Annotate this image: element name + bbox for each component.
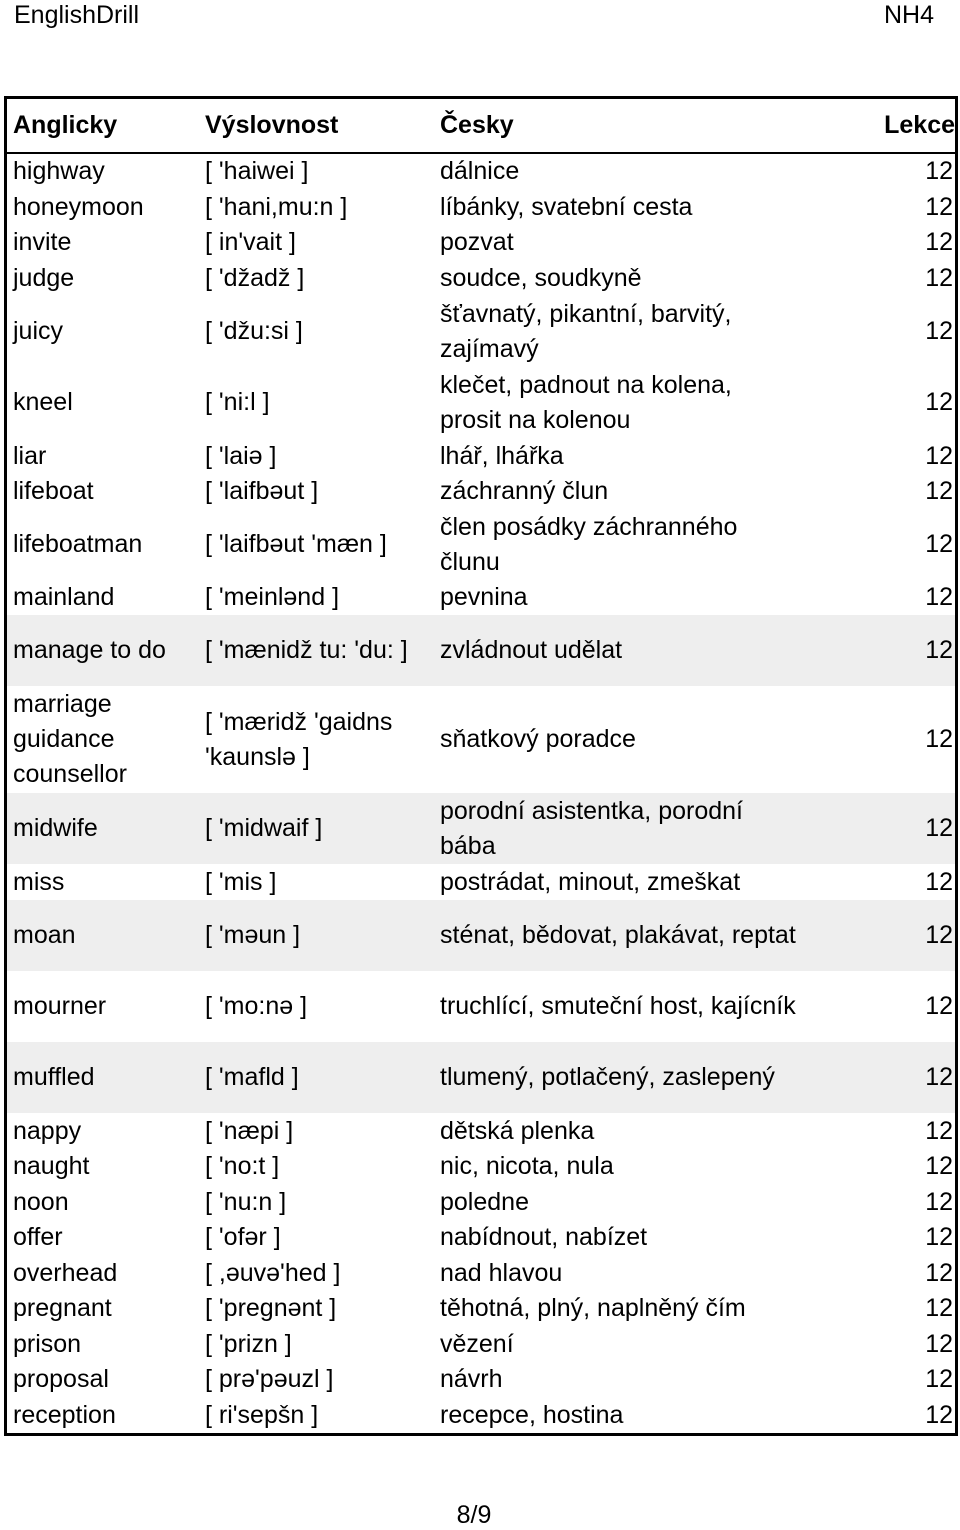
table-row — [7, 1362, 955, 1397]
english-word: reception — [13, 1400, 116, 1429]
czech-translation: sténat, bědovat, plakávat, reptat — [440, 921, 796, 949]
pronunciation: [ 'midwaif ] — [205, 814, 323, 842]
czech-translation: zvládnout udělat — [440, 636, 623, 664]
table-row — [7, 225, 955, 260]
czech-translation: dálnice — [440, 157, 520, 185]
table-row — [7, 793, 955, 864]
table-header-row — [7, 99, 955, 154]
pronunciation: [ in'vait ] — [205, 228, 296, 256]
czech-translation: vězení — [440, 1329, 514, 1358]
czech-translation: líbánky, svatební cesta — [440, 192, 693, 221]
table-row — [7, 1149, 955, 1184]
english-word: nappy — [13, 1116, 82, 1145]
pronunciation: [ 'laiə ] — [205, 441, 277, 470]
czech-translation: recepce, hostina — [440, 1400, 624, 1429]
czech-translation: člen posádky záchranného člunu — [440, 512, 738, 576]
english-word: offer — [13, 1223, 63, 1251]
lesson-number: 12 — [925, 192, 953, 221]
pronunciation: [ 'meinlənd ] — [205, 583, 340, 611]
czech-translation: dětská plenka — [440, 1116, 595, 1145]
pronunciation: [ ,əuvə'hed ] — [205, 1258, 341, 1287]
czech-translation: truchlící, smuteční host, kajícník — [440, 992, 796, 1020]
czech-translation: poledne — [440, 1187, 529, 1216]
lesson-number: 12 — [925, 1223, 953, 1251]
lesson-number: 12 — [925, 388, 953, 416]
table-row — [7, 1291, 955, 1326]
table-row — [7, 296, 955, 367]
lesson-number: 12 — [925, 317, 953, 345]
english-word: pregnant — [13, 1294, 112, 1322]
table-row — [7, 971, 955, 1042]
lesson-number: 12 — [925, 263, 953, 292]
lesson-number: 12 — [925, 1187, 953, 1216]
table-row — [7, 1184, 955, 1220]
czech-translation: porodní asistentka, porodní bába — [440, 796, 743, 860]
english-word: invite — [13, 228, 72, 256]
table-row — [7, 900, 955, 971]
lesson-number: 12 — [925, 1400, 953, 1429]
pronunciation: [ 'mis ] — [205, 867, 277, 896]
table-row — [7, 864, 955, 900]
lesson-number: 12 — [925, 1329, 953, 1358]
lesson-number: 12 — [925, 725, 953, 753]
pronunciation: [ 'no:t ] — [205, 1152, 280, 1180]
pronunciation: [ 'mænidž tu: 'du: ] — [205, 636, 408, 664]
english-word: naught — [13, 1152, 90, 1180]
czech-translation: lhář, lhářka — [440, 441, 564, 470]
english-word: prison — [13, 1329, 82, 1358]
lesson-number: 12 — [925, 1258, 953, 1287]
pronunciation: [ 'laifbəut ] — [205, 477, 319, 505]
english-word: juicy — [13, 317, 64, 345]
table-row — [7, 686, 955, 793]
table-row — [7, 1397, 955, 1433]
app-title: EnglishDrill — [14, 1, 140, 29]
table-row — [7, 154, 955, 189]
english-word: marriage guidance counsellor — [13, 690, 127, 788]
english-word: miss — [13, 867, 65, 896]
pronunciation: [ ri'sepšn ] — [205, 1400, 319, 1429]
english-word: muffled — [13, 1063, 95, 1091]
english-word: highway — [13, 157, 105, 185]
lesson-number: 12 — [925, 157, 953, 185]
czech-translation: postrádat, minout, zmeškat — [440, 867, 741, 896]
czech-translation: nic, nicota, nula — [440, 1152, 614, 1180]
czech-translation: pevnina — [440, 583, 528, 611]
table-row — [7, 580, 955, 615]
lesson-number: 12 — [925, 867, 953, 896]
lesson-number: 12 — [925, 1294, 953, 1322]
document-code: NH4 — [883, 1, 934, 29]
lesson-number: 12 — [925, 477, 953, 505]
czech-translation: nad hlavou — [440, 1258, 563, 1287]
lesson-number: 12 — [925, 530, 953, 558]
column-header-czech: Česky — [440, 111, 514, 139]
pronunciation: [ 'džu:si ] — [205, 317, 303, 345]
lesson-number: 12 — [925, 441, 953, 470]
table-row — [7, 367, 955, 438]
pronunciation: [ 'mæridž 'gaidns 'kaunslə ] — [205, 707, 393, 771]
pronunciation: [ prə'pəuzl ] — [205, 1365, 334, 1393]
pronunciation: [ 'pregnənt ] — [205, 1294, 337, 1322]
page-number: 8/9 — [456, 1501, 492, 1529]
czech-translation: návrh — [440, 1365, 503, 1393]
lesson-number: 12 — [925, 992, 953, 1020]
pronunciation: [ 'haiwei ] — [205, 157, 309, 185]
pronunciation: [ 'džadž ] — [205, 263, 305, 292]
english-word: midwife — [13, 814, 98, 842]
pronunciation: [ 'ofər ] — [205, 1223, 281, 1251]
table-row — [7, 189, 955, 225]
czech-translation: těhotná, plný, naplněný čím — [440, 1294, 746, 1322]
czech-translation: sňatkový poradce — [440, 725, 636, 753]
czech-translation: tlumený, potlačený, zaslepený — [440, 1063, 775, 1091]
czech-translation: záchranný člun — [440, 477, 609, 505]
table-row — [7, 1113, 955, 1149]
lesson-number: 12 — [925, 228, 953, 256]
english-word: kneel — [13, 388, 73, 416]
pronunciation: [ 'hani,mu:n ] — [205, 192, 348, 221]
czech-translation: pozvat — [440, 228, 514, 256]
english-word: honeymoon — [13, 192, 144, 221]
english-word: noon — [13, 1187, 69, 1216]
english-word: lifeboat — [13, 477, 94, 505]
english-word: judge — [13, 263, 75, 292]
english-word: mainland — [13, 583, 115, 611]
lesson-number: 12 — [925, 814, 953, 842]
lesson-number: 12 — [925, 921, 953, 949]
lesson-number: 12 — [925, 636, 953, 664]
lesson-number: 12 — [925, 1063, 953, 1091]
english-word: moan — [13, 921, 76, 949]
pronunciation: [ 'laifbəut 'mæn ] — [205, 530, 387, 558]
english-word: lifeboatman — [13, 530, 143, 558]
vocabulary-table — [4, 96, 958, 1436]
czech-translation: klečet, padnout na kolena, prosit na kolenou — [440, 370, 732, 434]
table-row — [7, 438, 955, 474]
english-word: liar — [13, 441, 47, 470]
english-word: manage to do — [13, 636, 166, 664]
table-row — [7, 615, 955, 686]
english-word: proposal — [13, 1365, 109, 1393]
column-header-lesson: Lekce — [884, 111, 955, 139]
table-row — [7, 509, 955, 580]
czech-translation: soudce, soudkyně — [440, 263, 642, 292]
pronunciation: [ 'məun ] — [205, 921, 301, 949]
table-body — [7, 154, 955, 1433]
english-word: overhead — [13, 1258, 118, 1287]
pronunciation: [ 'mo:nə ] — [205, 992, 308, 1020]
table-row — [7, 474, 955, 509]
pronunciation: [ 'næpi ] — [205, 1116, 294, 1145]
czech-translation: nabídnout, nabízet — [440, 1223, 648, 1251]
pronunciation: [ 'ni:l ] — [205, 388, 270, 416]
pronunciation: [ 'mafld ] — [205, 1063, 299, 1091]
table-row — [7, 260, 955, 296]
table-row — [7, 1255, 955, 1291]
lesson-number: 12 — [925, 1152, 953, 1180]
table-row — [7, 1042, 955, 1113]
column-header-english: Anglicky — [13, 111, 118, 139]
lesson-number: 12 — [925, 1365, 953, 1393]
english-word: mourner — [13, 992, 107, 1020]
pronunciation: [ 'nu:n ] — [205, 1187, 287, 1216]
lesson-number: 12 — [925, 1116, 953, 1145]
lesson-number: 12 — [925, 583, 953, 611]
czech-translation: šťavnatý, pikantní, barvitý, zajímavý — [440, 299, 732, 363]
column-header-pronunciation: Výslovnost — [205, 111, 339, 139]
pronunciation: [ 'prizn ] — [205, 1329, 292, 1358]
table-row — [7, 1220, 955, 1255]
table-row — [7, 1326, 955, 1362]
